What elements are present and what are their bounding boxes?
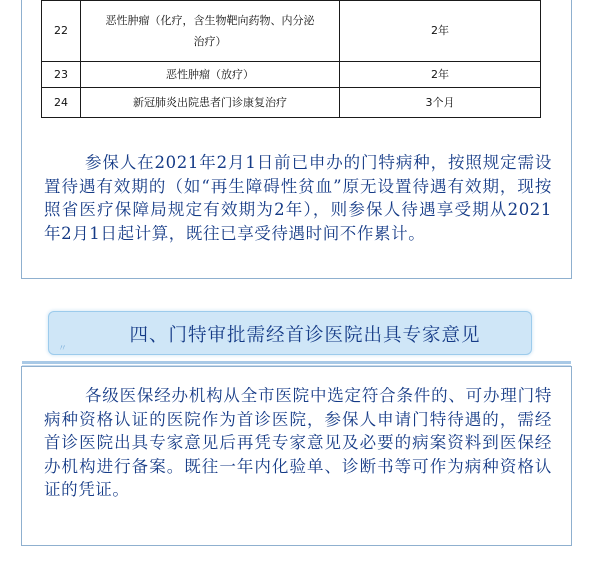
quote-mark-icon: 〃: [58, 344, 68, 354]
benefit-period: 2年: [340, 62, 541, 88]
benefit-period: 2年: [340, 1, 541, 62]
section-3-paragraph: 参保人在2021年2月1日前已申办的门特病种，按照规定需设置待遇有效期的（如“再生障碍性贫血”原无设置待遇有效期，现按照省医疗保障局规定有效期为2年），则参保人待遇享受期从2021年2月1日起计算，既往已享受待遇时间不作累计。: [44, 153, 552, 243]
illness-name: 恶性肿瘤（放疗）: [81, 62, 340, 88]
section-4-title: 四、门特审批需经首诊医院出具专家意见: [129, 325, 481, 346]
illness-name-line1: 恶性肿瘤（化疗，含生物靶向药物、内分泌: [105, 14, 315, 27]
table-row: [42, 62, 541, 88]
row-number: 22: [42, 1, 81, 62]
table-row: [42, 1, 541, 62]
illness-name: 新冠肺炎出院患者门诊康复治疗: [81, 88, 340, 118]
divider: [22, 361, 571, 364]
benefit-period: 3个月: [340, 88, 541, 118]
illness-name: [81, 1, 340, 62]
section-4-paragraph: 各级医保经办机构从全市医院中选定符合条件的、可办理门特病种资格认证的医院作为首诊医院，参保人申请门特待遇的，需经首诊医院出具专家意见后再凭专家意见及必要的病案资料到医保经办机构进行备案。既往一年内化验单、诊断书等可作为病种资格认证的凭证。: [44, 386, 552, 499]
illness-name-line2: 治疗）: [193, 35, 227, 48]
section-4-heading-banner: [48, 311, 532, 355]
illness-name-text: [105, 10, 315, 52]
table-row: [42, 88, 541, 118]
illness-table: [41, 0, 541, 118]
row-number: 23: [42, 62, 81, 88]
row-number: 24: [42, 88, 81, 118]
